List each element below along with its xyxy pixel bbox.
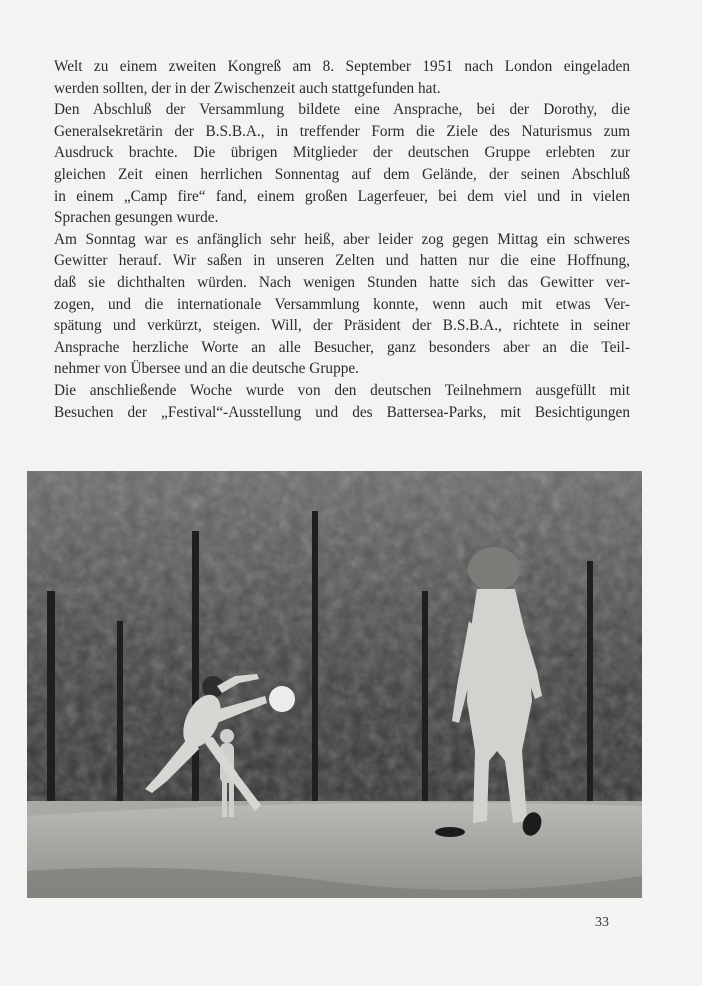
- text-line: Besuchen der „Festival“-Ausstellung und des Battersea-Parks, mit Besichtigungen: [54, 403, 630, 421]
- text-line: spätung und verkürzt, steigen. Will, der Präsident der B.S.B.A., richtete in seiner: [54, 317, 630, 335]
- ball: [269, 686, 295, 712]
- photo-illustration: [27, 471, 642, 898]
- photograph: [27, 471, 642, 898]
- text-line: Welt zu einem zweiten Kongreß am 8. September 1951 nach London eingeladen: [54, 58, 630, 75]
- body-text: [54, 56, 630, 423]
- text-line: Generalsekretärin der B.S.B.A., in treffender Form die Ziele des Naturismus zum: [54, 122, 630, 140]
- text-line: Sprachen gesungen wurde.: [54, 209, 219, 227]
- text-line: zogen, und die internationale Versammlung konnte, wenn auch mit etwas Ver-: [54, 295, 630, 313]
- text-line: Den Abschluß der Versammlung bildete eine Ansprache, bei der Dorothy, die: [54, 101, 630, 119]
- text-line: Die anschließende Woche wurde von den deutschen Teilnehmern ausgefüllt mit: [54, 381, 630, 399]
- text-line: Am Sonntag war es anfänglich sehr heiß, aber leider zog gegen Mittag ein schweres: [54, 230, 630, 248]
- text-line: nehmer von Übersee und an die deutsche Gruppe.: [54, 360, 359, 378]
- text-line: in einem „Camp fire“ fand, einem großen Lagerfeuer, bei dem viel und in vielen: [54, 187, 630, 205]
- text-line: gleichen Zeit einen herrlichen Sonnentag auf dem Gelände, der seinen Abschluß: [54, 165, 630, 183]
- text-line: werden sollten, der in der Zwischenzeit auch stattgefunden hat.: [54, 79, 441, 97]
- page-number: 33: [595, 915, 609, 930]
- text-line: Ausdruck brachte. Die übrigen Mitglieder der deutschen Gruppe erlebten zur: [54, 144, 630, 162]
- text-line: Ansprache herzliche Worte an alle Besucher, ganz besonders aber an die Teil-: [54, 338, 630, 356]
- text-line: daß sie dichthalten würden. Nach wenigen Stunden hatte sich das Gewitter ver-: [54, 273, 630, 291]
- text-line: Gewitter herauf. Wir saßen in unseren Zelten und hatten nur die eine Hoffnung,: [54, 252, 630, 270]
